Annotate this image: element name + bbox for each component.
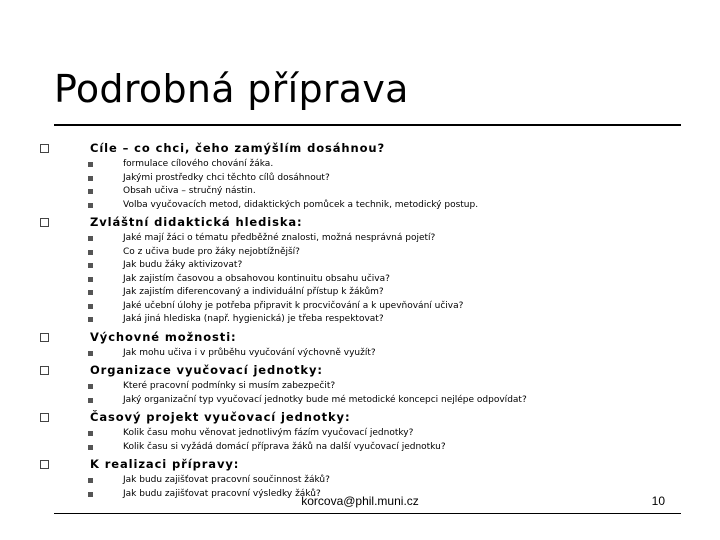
hollow-square-bullet-icon [40,460,49,469]
square-bullet-icon [88,384,93,389]
hollow-square-bullet-icon [40,366,49,375]
list-item: formulace cílového chování žáka. [40,158,700,172]
list-item: Jaká jiná hlediska (např. hygienická) je třeba respektovat? [40,313,700,327]
square-bullet-icon [88,431,93,436]
slide-title: Podrobná příprava [54,67,409,111]
section-heading: Cíle – co chci, čeho zamýšlím dosáhnou? [40,138,700,158]
square-bullet-icon [88,277,93,282]
section-goals [40,138,700,212]
square-bullet-icon [88,398,93,403]
list-item: Jak budu žáky aktivizovat? [40,259,700,273]
list-item: Jak zajistím diferencovaný a individuální přístup k žákům? [40,286,700,300]
list-item: Jaký organizační typ vyučovací jednotky bude mé metodické koncepci nejlépe odpovídat? [40,394,700,408]
square-bullet-icon [88,290,93,295]
square-bullet-icon [88,189,93,194]
square-bullet-icon [88,176,93,181]
hollow-square-bullet-icon [40,144,49,153]
slide-content [40,138,700,501]
list-item: Jak budu zajišťovat pracovní výsledky žáků? [40,488,700,502]
list-item: Jak mohu učiva i v průběhu vyučování výchovně využít? [40,347,700,361]
list-item: Volba vyučovacích metod, didaktických pomůcek a technik, metodický postup. [40,199,700,213]
list-item: Jaké učební úlohy je potřeba připravit k procvičování a k upevňování učiva? [40,300,700,314]
section-lesson-organization [40,360,700,407]
hollow-square-bullet-icon [40,413,49,422]
list-item: Kolik času si vyžádá domácí příprava žáků na další vyučovací jednotku? [40,441,700,455]
title-underline [54,124,681,126]
list-item: Jak budu zajišťovat pracovní součinnost žáků? [40,474,700,488]
square-bullet-icon [88,304,93,309]
page-number: 10 [651,494,665,508]
section-didactic-aspects [40,212,700,327]
square-bullet-icon [88,351,93,356]
square-bullet-icon [88,203,93,208]
list-item: Jaké mají žáci o tématu předběžné znalosti, možná nesprávná pojetí? [40,232,700,246]
square-bullet-icon [88,250,93,255]
square-bullet-icon [88,478,93,483]
section-heading: Časový projekt vyučovací jednotky: [40,407,700,427]
list-item: Kolik času mohu věnovat jednotlivým fázím vyučovací jednotky? [40,427,700,441]
hollow-square-bullet-icon [40,218,49,227]
section-educational-options [40,327,700,361]
footer-rule [54,513,681,514]
square-bullet-icon [88,445,93,450]
square-bullet-icon [88,236,93,241]
section-time-plan [40,407,700,454]
square-bullet-icon [88,317,93,322]
list-item: Obsah učiva – stručný nástin. [40,185,700,199]
square-bullet-icon [88,162,93,167]
list-item: Jak zajistím časovou a obsahovou kontinuitu obsahu učiva? [40,273,700,287]
list-item: Co z učiva bude pro žáky nejobtížnější? [40,246,700,260]
list-item: Jakými prostředky chci těchto cílů dosáhnout? [40,172,700,186]
section-heading: K realizaci přípravy: [40,454,700,474]
square-bullet-icon [88,263,93,268]
list-item: Které pracovní podmínky si musím zabezpečit? [40,380,700,394]
footer-email: korcova@phil.muni.cz [301,494,419,508]
section-heading: Zvláštní didaktická hlediska: [40,212,700,232]
section-heading: Výchovné možnosti: [40,327,700,347]
section-heading: Organizace vyučovací jednotky: [40,360,700,380]
hollow-square-bullet-icon [40,333,49,342]
